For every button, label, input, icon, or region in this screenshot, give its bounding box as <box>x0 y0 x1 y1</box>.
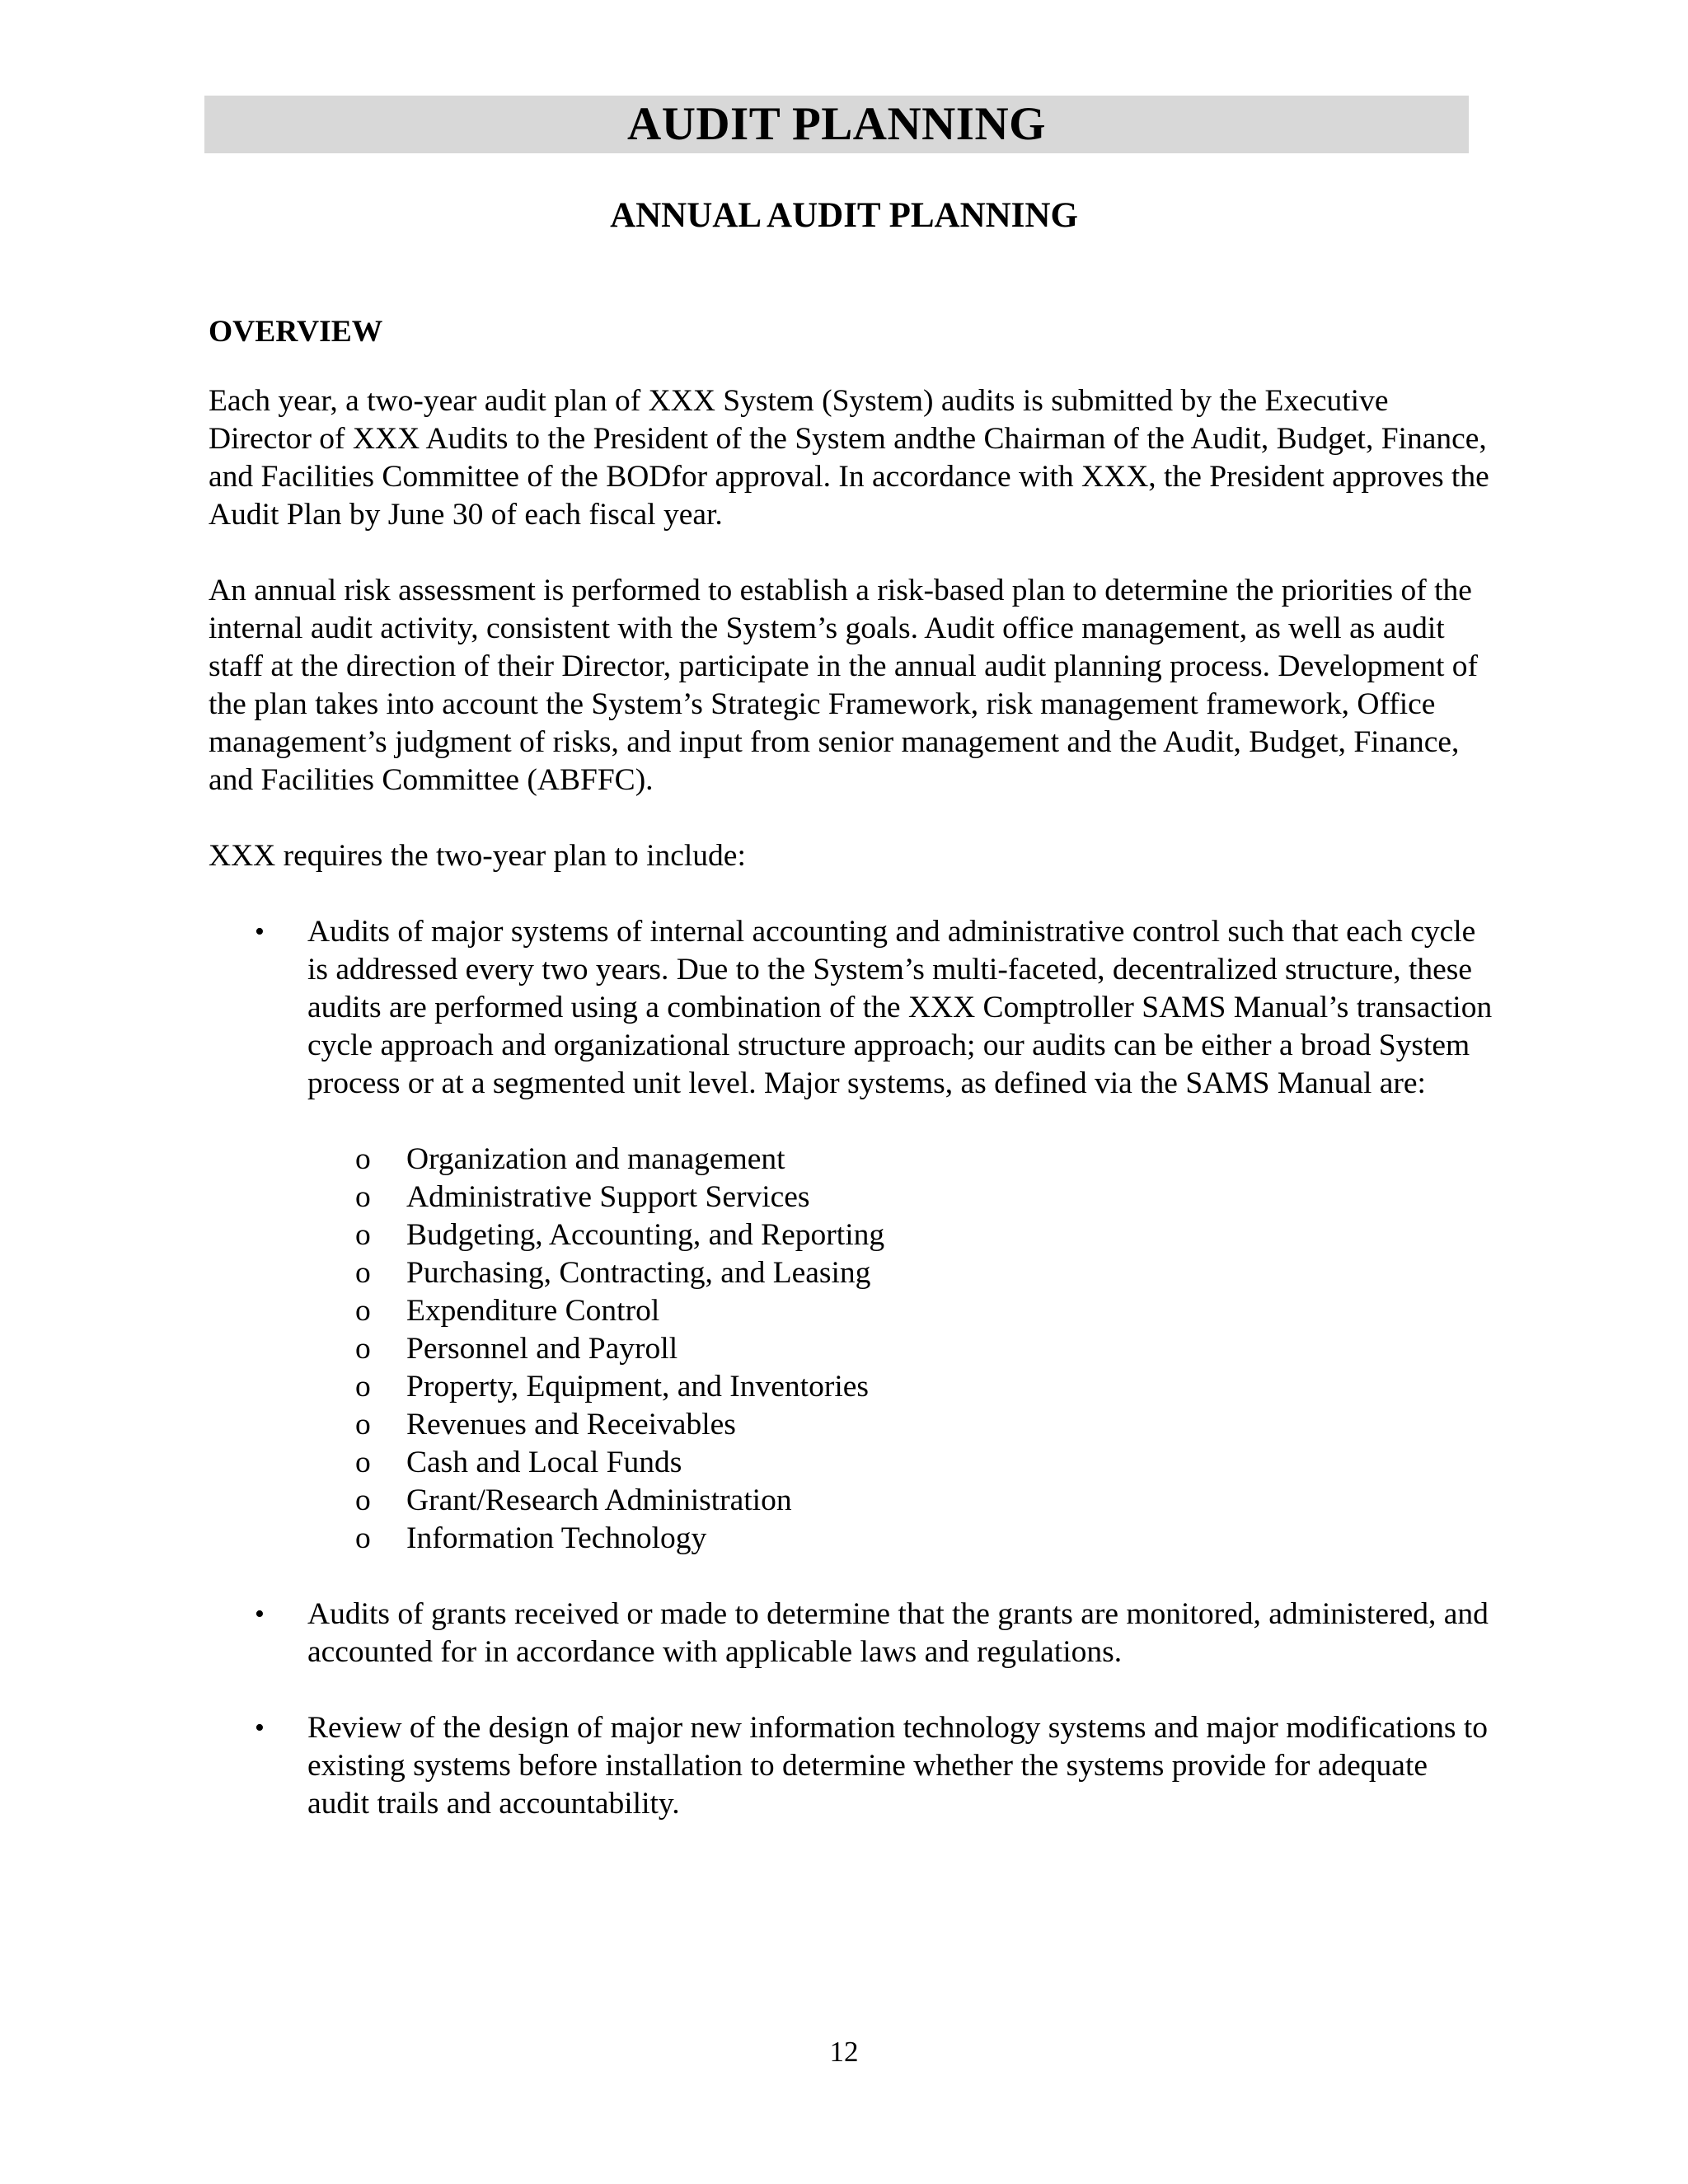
major-system-label: Information Technology <box>406 1521 707 1555</box>
bullet-marker: • <box>255 916 265 947</box>
major-system-item <box>307 1520 1494 1558</box>
sub-bullet-marker: o <box>355 1408 371 1441</box>
requirement-text: Audits of major systems of internal accounting and administrative control such that each cycle is addressed every two years. Due to the System’s multi-faceted, decentralized structure, these audits are performed using a combination of the XXX Comptroller SAMS Manual’s transaction cycle approach and organizational structure approach; our audits can be either a broad System process or at a segmented unit level. Major systems, as defined via the SAMS Manual are: <box>307 915 1493 1100</box>
major-system-label: Cash and Local Funds <box>406 1446 682 1479</box>
major-system-item <box>307 1179 1494 1216</box>
major-system-label: Purchasing, Contracting, and Leasing <box>406 1256 871 1290</box>
sub-bullet-marker: o <box>355 1142 371 1176</box>
major-system-item <box>307 1141 1494 1179</box>
major-system-label: Grant/Research Administration <box>406 1483 792 1517</box>
document-body <box>209 313 1494 1861</box>
requirement-text: Review of the design of major new information technology systems and major modifications to existing systems before installation to determine whether the systems provide for adequate audit trails and accountability. <box>307 1711 1488 1821</box>
sub-bullet-marker: o <box>355 1370 371 1404</box>
major-system-label: Expenditure Control <box>406 1294 660 1328</box>
sub-bullet-marker: o <box>355 1483 371 1517</box>
major-system-label: Personnel and Payroll <box>406 1332 678 1366</box>
sub-bullet-marker: o <box>355 1218 371 1252</box>
major-system-item <box>307 1482 1494 1520</box>
major-system-label: Administrative Support Services <box>406 1180 810 1214</box>
requirement-text: Audits of grants received or made to determine that the grants are monitored, administered, and accounted for in accordance with applicable laws and regulations. <box>307 1597 1489 1669</box>
major-system-label: Property, Equipment, and Inventories <box>406 1370 869 1404</box>
sub-bullet-marker: o <box>355 1521 371 1555</box>
major-system-item <box>307 1444 1494 1482</box>
paragraph: An annual risk assessment is performed to establish a risk-based plan to determine the priorities of the internal audit activity, consistent with the System’s goals. Audit office management, as well as audit staff at the direction of their Director, participate in the annual audit planning process. Development of the plan takes into account the System’s Strategic Framework, risk management framework, Office management’s judgment of risks, and input from senior management and the Audit, Budget, Finance, and Facilities Committee (ABFFC). <box>209 574 1478 797</box>
bullet-marker: • <box>255 1599 265 1629</box>
major-system-label: Revenues and Receivables <box>406 1408 736 1441</box>
requirement-item <box>209 1596 1494 1671</box>
sub-bullet-marker: o <box>355 1294 371 1328</box>
major-system-item <box>307 1368 1494 1406</box>
major-system-item <box>307 1330 1494 1368</box>
requirement-item <box>209 913 1494 1558</box>
requirement-item <box>209 1709 1494 1823</box>
major-system-item <box>307 1216 1494 1254</box>
page-title: AUDIT PLANNING <box>627 98 1046 150</box>
paragraph: XXX requires the two-year plan to include: <box>209 839 746 873</box>
page-number: 12 <box>829 2036 859 2068</box>
major-system-label: Organization and management <box>406 1142 785 1176</box>
major-systems-list <box>307 1141 1494 1558</box>
sub-bullet-marker: o <box>355 1180 371 1214</box>
sub-bullet-marker: o <box>355 1332 371 1366</box>
requirements-list <box>209 913 1494 1823</box>
bullet-marker: • <box>255 1713 265 1743</box>
sub-bullet-marker: o <box>355 1256 371 1290</box>
sub-bullet-marker: o <box>355 1446 371 1479</box>
overview-heading: OVERVIEW <box>209 315 383 349</box>
major-system-item <box>307 1406 1494 1444</box>
paragraph: Each year, a two-year audit plan of XXX System (System) audits is submitted by the Executive Director of XXX Audits to the President of the System andthe Chairman of the Audit, Budget, Finance, and Facilities Committee of the BODfor approval. In accordance with XXX, the President approves the Audit Plan by June 30 of each fiscal year. <box>209 384 1489 532</box>
section-subtitle: ANNUAL AUDIT PLANNING <box>610 196 1078 235</box>
title-banner <box>204 96 1469 153</box>
major-system-item <box>307 1254 1494 1292</box>
major-system-item <box>307 1292 1494 1330</box>
major-system-label: Budgeting, Accounting, and Reporting <box>406 1218 885 1252</box>
